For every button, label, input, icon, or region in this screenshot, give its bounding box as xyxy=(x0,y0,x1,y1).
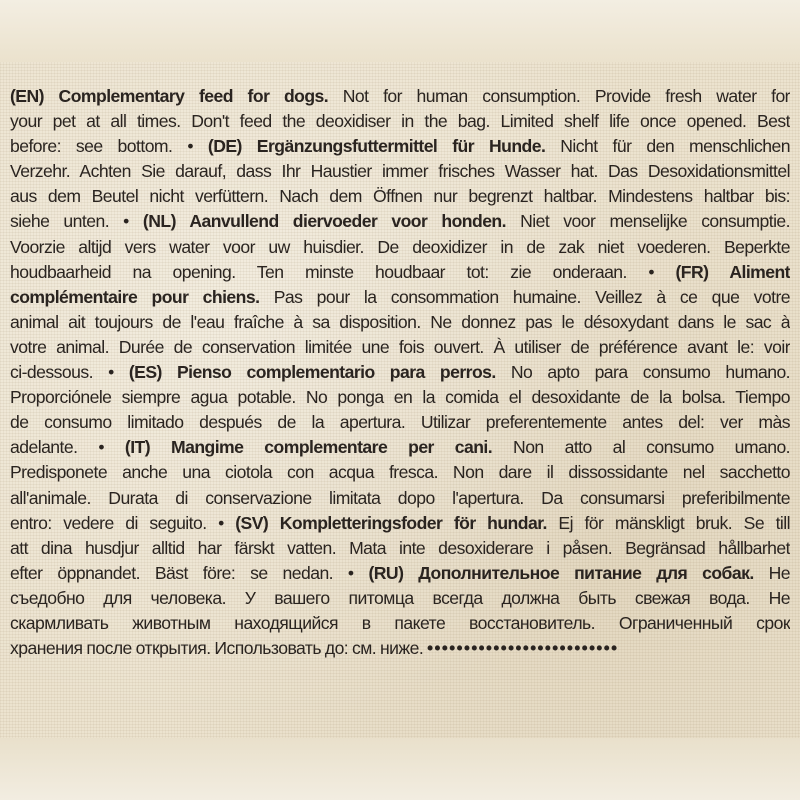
text-run: siehe unten. • xyxy=(10,211,143,232)
text-run: Ej för mänskligt bruk. Se till xyxy=(546,512,790,533)
text-run: Non atto al consumo umano. xyxy=(492,437,790,458)
text-run: Not for human consumption. Provide fresh water for xyxy=(328,86,790,106)
text-run: Не xyxy=(753,562,790,583)
text-line xyxy=(10,561,790,586)
text-line xyxy=(10,285,790,310)
text-line xyxy=(10,134,790,159)
text-run: Nicht für den menschlichen xyxy=(545,136,790,157)
text-line xyxy=(10,486,790,511)
language-heading: (SV) Kompletteringsfoder för hundar. xyxy=(235,512,547,533)
text-run: votre animal. Durée de conservation limitée une fois ouvert. À utiliser de préférence avant le: voir xyxy=(10,336,790,357)
text-run: ci-dessous. • xyxy=(10,362,129,383)
text-run: Niet voor menselijke consumptie. xyxy=(505,211,790,232)
text-run: before: see bottom. • xyxy=(10,136,208,157)
text-run: скармливать животным находящийся в пакете восстановитель. Ограниченный срок xyxy=(10,612,790,633)
text-line xyxy=(10,84,790,109)
bottom-margin xyxy=(0,738,800,800)
text-line xyxy=(10,159,790,184)
text-run: No apto para consumo humano. xyxy=(495,362,790,383)
top-margin xyxy=(0,0,800,62)
text-line xyxy=(10,536,790,561)
text-run: houdbaarheid na opening. Ten minste houdbaar tot: zie onderaan. • xyxy=(10,261,676,282)
text-line xyxy=(10,611,790,636)
text-line xyxy=(10,335,790,360)
text-run: aus dem Beutel nicht verfüttern. Nach dem Öffnen nur begrenzt haltbar. Mindestens haltbar bis: xyxy=(10,186,790,207)
text-line xyxy=(10,235,790,260)
text-line xyxy=(10,636,790,661)
text-run: Verzehr. Achten Sie darauf, dass Ihr Haustier immer frisches Wasser hat. Das Desoxidationsmittel xyxy=(10,161,790,182)
language-heading: (NL) Aanvullend diervoeder voor honden. xyxy=(142,211,506,232)
text-line xyxy=(10,209,790,234)
text-run: adelante. • xyxy=(10,437,125,458)
text-run: Voorzie altijd vers water voor uw huisdier. De deoxidizer in de zak niet voederen. Beperkte xyxy=(10,236,790,257)
text-run: Proporciónele siempre agua potable. No ponga en la comida el desoxidante de la bolsa. Tiempo xyxy=(10,387,790,408)
text-line xyxy=(10,184,790,209)
text-run: att dina husdjur alltid har färskt vatten. Mata inte desoxiderare i påsen. Begränsad hållbarhet xyxy=(10,537,790,558)
text-line xyxy=(10,360,790,385)
language-heading: complémentaire pour chiens. xyxy=(10,286,260,307)
language-heading: (EN) Complementary feed for dogs. xyxy=(10,86,329,106)
text-run: efter öppnandet. Bäst före: se nedan. • xyxy=(10,562,369,583)
text-line xyxy=(10,109,790,134)
multilingual-feeding-instructions xyxy=(10,84,790,661)
text-line xyxy=(10,260,790,285)
text-line xyxy=(10,310,790,335)
text-line xyxy=(10,511,790,536)
language-heading: (FR) Aliment xyxy=(675,261,790,282)
text-line xyxy=(10,460,790,485)
language-heading: (ES) Pienso complementario para perros. xyxy=(128,362,496,383)
text-run: entro: vedere di seguito. • xyxy=(10,512,236,533)
text-run: de consumo limitado después de la apertura. Utilizar preferentemente antes del: ver màs xyxy=(10,412,790,433)
text-line xyxy=(10,385,790,410)
dot-leader: •••••••••••••••••••••••••• xyxy=(427,638,619,659)
text-run: your pet at all times. Don't feed the deoxidiser in the bag. Limited shelf life once opened. Best xyxy=(10,111,790,132)
language-heading: (RU) Дополнительное питание для собак. xyxy=(368,562,754,583)
language-heading: (DE) Ergänzungsfuttermittel für Hunde. xyxy=(207,136,546,157)
text-line xyxy=(10,435,790,460)
language-heading: (IT) Mangime complementare per cani. xyxy=(124,437,493,458)
text-line xyxy=(10,586,790,611)
text-run: all'animale. Durata di conservazione limitata dopo l'apertura. Da consumarsi preferibilmente xyxy=(10,487,790,508)
text-run: съедобно для человека. У вашего питомца всегда должна быть свежая вода. Не xyxy=(10,587,790,608)
text-run: animal ait toujours de l'eau fraîche à sa disposition. Ne donnez pas le désoxydant dans le sac à xyxy=(10,311,790,332)
text-run: Predisponete anche una ciotola con acqua fresca. Non dare il dissossidante nel sacchetto xyxy=(10,462,790,483)
text-line xyxy=(10,410,790,435)
text-run: хранения после открытия. Использовать до: см. ниже. xyxy=(10,638,428,659)
text-run: Pas pour la consommation humaine. Veillez à ce que votre xyxy=(259,286,790,307)
